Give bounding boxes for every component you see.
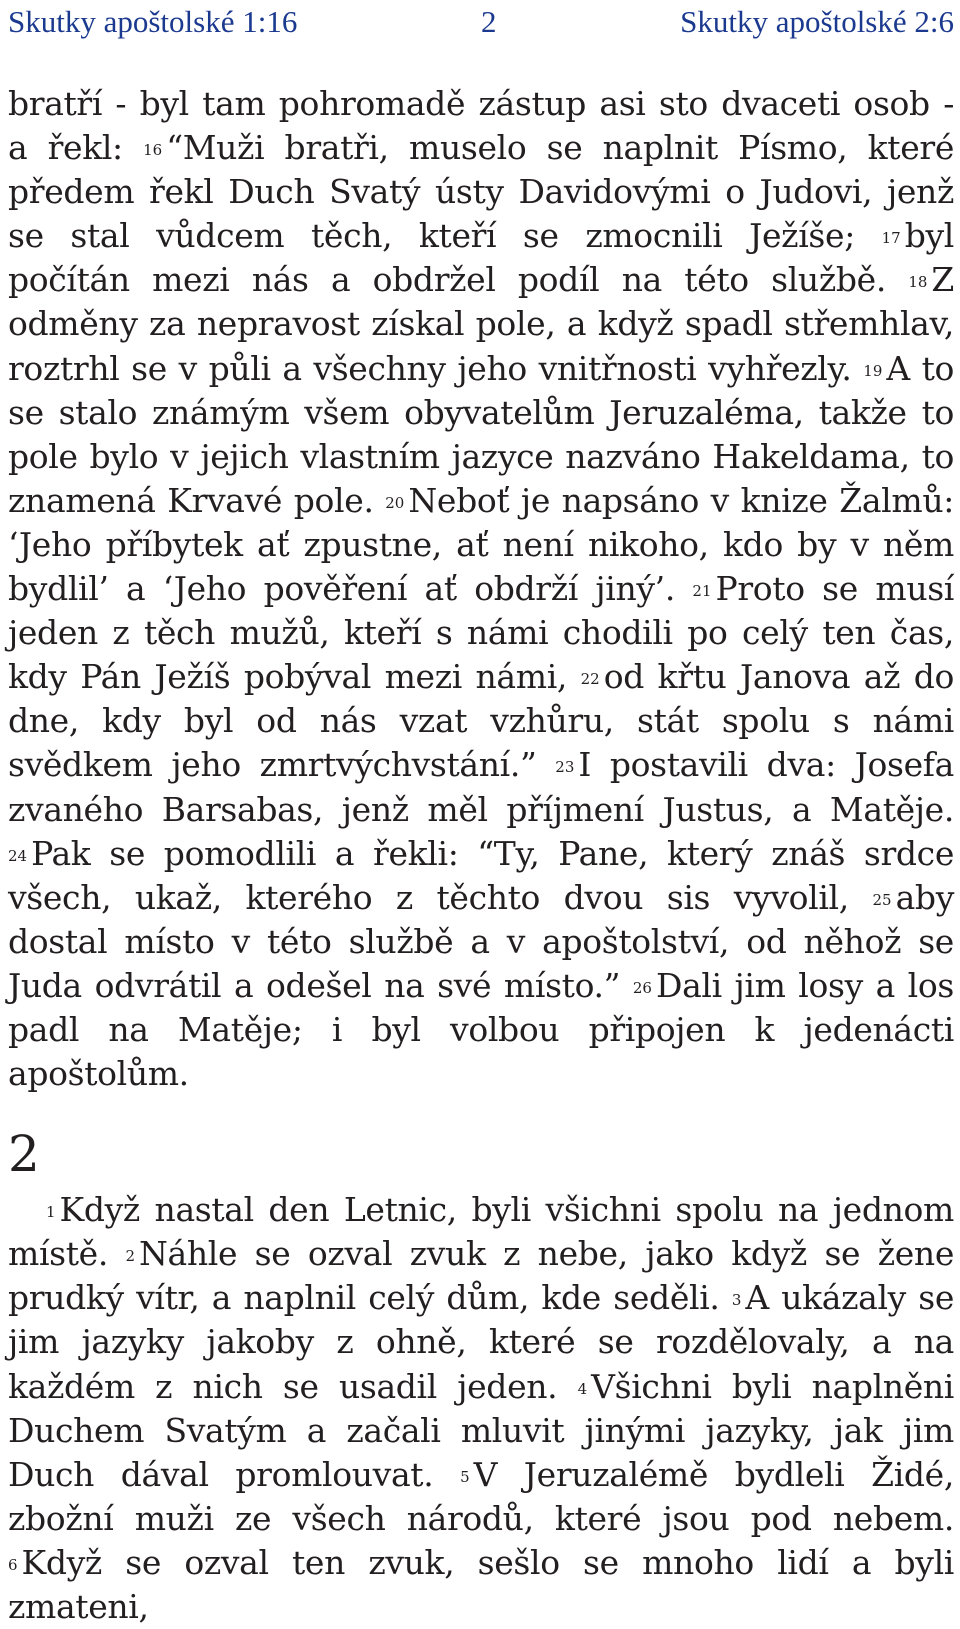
verse-number: 21 [692,582,712,601]
verse-number: 17 [881,229,901,248]
running-header [0,0,960,50]
verse-text: Když se ozval ten zvuk, sešlo se mnoho lidí a byli zmateni, [8,1542,954,1626]
verse-text: Pak se pomodlili a řekli: “Ty, Pane, který znáš srdce všech, ukaž, kterého z těchto dvou sis vyvolil, [8,833,954,917]
verse-number: 26 [632,978,652,997]
verse-text: “Muži bratři, muselo se naplnit Písmo, které předem řekl Duch Svatý ústy Davidovými o Judovi, jenž se stal vůdcem těch, kteří se zmocnili Ježíše; [8,128,955,256]
verse-number: 25 [872,890,892,909]
verse-number: 23 [555,758,575,777]
verse-text: Všichni byli naplněni Duchem Svatým a začali mluvit jinými jazyky, jak jim Duch dával promlouvat. [8,1366,954,1494]
verse-text: od křtu Janova až do dne, kdy byl od nás vzat vzhůru, stát spolu s námi svědkem jeho zmrtvýchvstání.” [8,657,955,785]
verse-number: 18 [908,273,928,292]
verse-text: Proto se musí jeden z těch mužů, kteří s námi chodili po celý ten čas, kdy Pán Ježíš pobýval mezi námi, [8,569,955,697]
verse-text: bratří - byl tam pohromadě zástup asi sto dvaceti osob - a řekl: [8,84,954,168]
header-right-reference: Skutky apoštolské 2:6 [680,4,954,39]
verse-number: 16 [143,141,163,160]
verse-text: byl počítán mezi nás a obdržel podíl na této službě. [8,216,954,300]
verse-text: Dali jim losy a los padl na Matěje; i byl volbou připojen k jedenácti apoštolům. [8,965,954,1094]
verse-text: Když nastal den Letnic, byli všichni spolu na jednom místě. [8,1190,954,1274]
verse-number: 20 [385,493,405,512]
verse-number: 1 [46,1203,56,1222]
verse-number: 3 [731,1291,742,1310]
chapter-2-text [8,1188,954,1629]
verse-number: 6 [8,1555,18,1574]
page-body [8,82,954,1629]
verse-text: Náhle se ozval zvuk z nebe, jako když se žene prudký vítr, a naplnil celý dům, kde seděli. [8,1234,955,1318]
verse-number: 19 [863,361,883,380]
verse-text: Neboť je napsáno v knize Žalmů: ‘Jeho příbytek ať zpustne, ať není nikoho, kdo by v něm bydlil’ a ‘Jeho pověření ať obdrží jiný’. [8,480,954,609]
verse-number: 24 [8,846,28,865]
verse-text: A ukázaly se jim jazyky jakoby z ohně, které se rozdělovaly, a na každém z nich se usadil jeden. [8,1278,955,1406]
page-number: 2 [481,4,497,39]
verse-text: A to se stalo známým všem obyvatelům Jeruzaléma, takže to pole bylo v jejich vlastním jazyce nazváno Hakeldama, to znamená Krvavé pole. [8,348,954,520]
verse-text: aby dostal místo v této službě a v apoštolství, od něhož se Juda odvrátil a odešel na své místo.” [8,877,954,1005]
verse-text: Z odměny za nepravost získal pole, a když spadl střemhlav, roztrhl se v půli a všechny jeho vnitřnosti vyhřezly. [8,260,954,388]
header-left-reference: Skutky apoštolské 1:16 [8,4,298,39]
verse-number: 2 [125,1247,136,1266]
verse-text: V Jeruzalémě bydleli Židé, zbožní muži ze všech národů, které jsou pod nebem. [8,1454,954,1538]
chapter-1-tail [8,82,954,1096]
verse-number: 5 [460,1467,470,1486]
verse-number: 4 [577,1379,588,1398]
verse-text: I postavili dva: Josefa zvaného Barsabas, jenž měl příjmení Justus, a Matěje. [8,745,954,829]
verse-number: 22 [580,670,600,689]
chapter-number: 2 [8,1125,40,1184]
